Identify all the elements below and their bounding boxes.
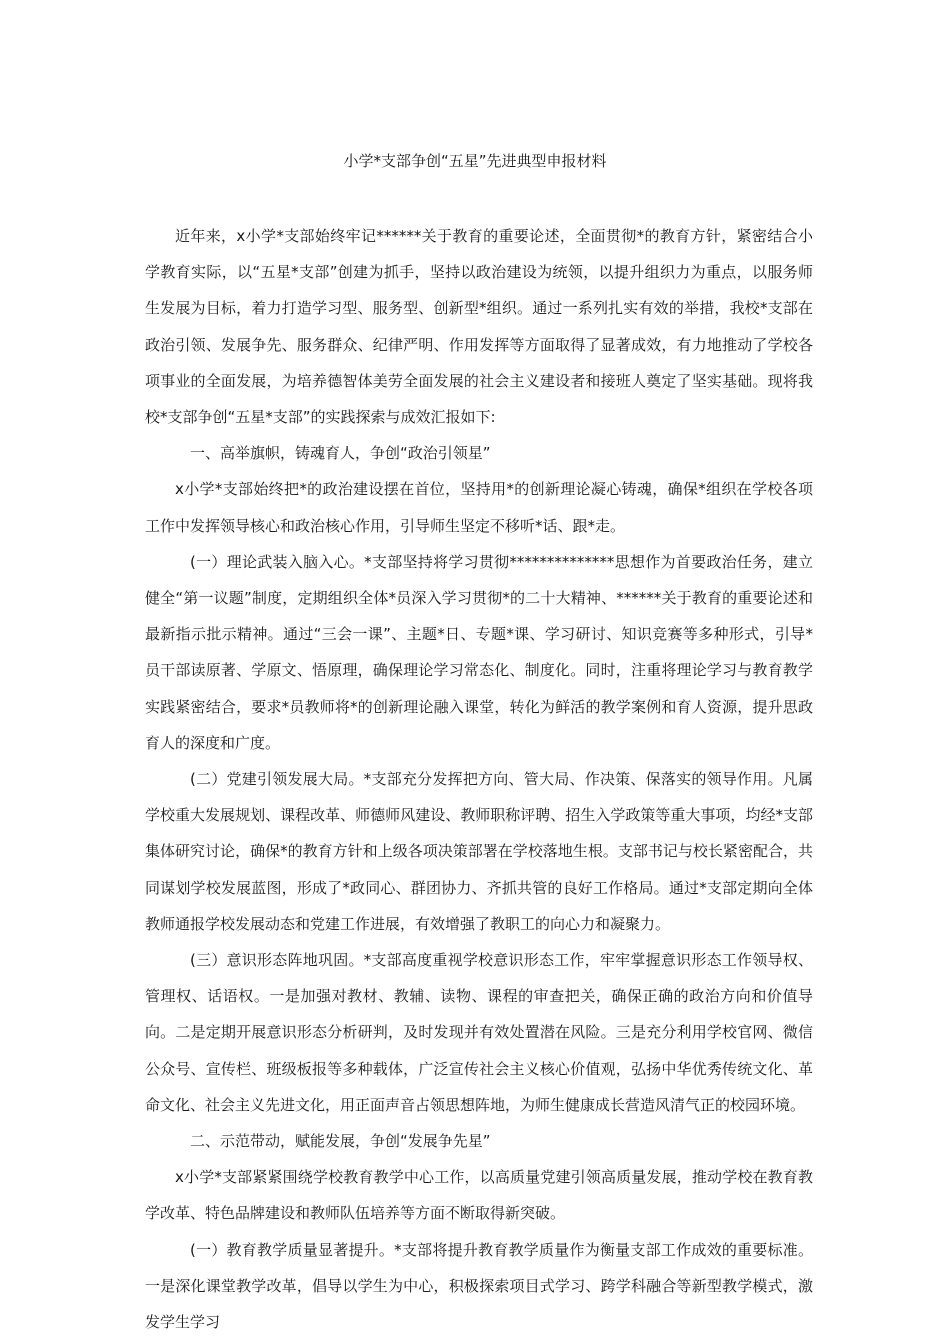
subsection-1-1: (一）理论武装入脑入心。*支部坚持将学习贯彻**************思想作为首要政治任务，建立健全“第一议题”制度，定期组织全体*员深入学习贯彻*的二十大精神、******关于教育的重要论述和最新指示批示精神。通过“三会一课”、主题*日、专题*课、学习研讨、知识竞赛等多种形式，引导*员干部读原著、学原文、悟原理，确保理论学习常态化、制度化。同时，注重将理论学习与教育教学实践紧密结合，要求*员教师将*的创新理论融入课堂，转化为鲜活的教学案例和育人资源，提升思政育人的深度和广度。 [145,552,813,752]
section-2-intro: x小学*支部紧紧围绕学校教育教学中心工作，以高质量党建引领高质量发展，推动学校在教育教学改革、特色品牌建设和教师队伍培养等方面不断取得新突破。 [145,1168,813,1223]
subsection-2-1: (一）教育教学质量显著提升。*支部将提升教育教学质量作为衡量支部工作成效的重要标准。一是深化课堂教学改革，倡导以学生为中心，积极探索项目式学习、跨学科融合等新型教学模式，激发学生学习 [145,1240,813,1332]
intro-paragraph: 近年来，x小学*支部始终牢记******关于教育的重要论述，全面贯彻*的教育方针，紧密结合小学教育实际，以“五星*支部”创建为抓手，坚持以政治建设为统领，以提升组织力为重点，以服务师生发展为目标，着力打造学习型、服务型、创新型*组织。通过一系列扎实有效的举措，我校*支部在政治引领、发展争先、服务群众、纪律严明、作用发挥等方面取得了显著成效，有力地推动了学校各项事业的全面发展，为培养德智体美劳全面发展的社会主义建设者和接班人奠定了坚实基础。现将我校*支部争创“五星*支部”的实践探索与成效汇报如下: [145,227,813,427]
document-body [145,218,813,1340]
section-heading-1: 一、高举旗帜，铸魂育人，争创“政治引领星” [190,444,491,463]
document-title: 小学*支部争创“五星”先进典型申报材料 [343,152,607,170]
section-1-intro: x小学*支部始终把*的政治建设摆在首位，坚持用*的创新理论凝心铸魂，确保*组织在学校各项工作中发挥领导核心和政治核心作用，引导师生坚定不移听*话、跟*走。 [145,480,813,535]
section-heading-2: 二、示范带动，赋能发展，争创“发展争先星” [190,1132,491,1151]
subsection-1-3: (三）意识形态阵地巩固。*支部高度重视学校意识形态工作，牢牢掌握意识形态工作领导权、管理权、话语权。一是加强对教材、教辅、读物、课程的审查把关，确保正确的政治方向和价值导向。二是定期开展意识形态分析研判，及时发现并有效处置潜在风险。三是充分利用学校官网、微信公众号、宣传栏、班级板报等多种载体，广泛宣传社会主义核心价值观，弘扬中华优秀传统文化、革命文化、社会主义先进文化，用正面声音占领思想阵地，为师生健康成长营造风清气正的校园环境。 [145,951,813,1114]
subsection-1-2: (二）党建引领发展大局。*支部充分发挥把方向、管大局、作决策、保落实的领导作用。凡属学校重大发展规划、课程改革、师德师风建设、教师职称评聘、招生入学政策等重大事项，均经*支部集体研究讨论，确保*的教育方针和上级各项决策部署在学校落地生根。支部书记与校长紧密配合，共同谋划学校发展蓝图，形成了*政同心、群团协力、齐抓共管的良好工作格局。通过*支部定期向全体教师通报学校发展动态和党建工作进展，有效增强了教职工的向心力和凝聚力。 [145,770,813,933]
